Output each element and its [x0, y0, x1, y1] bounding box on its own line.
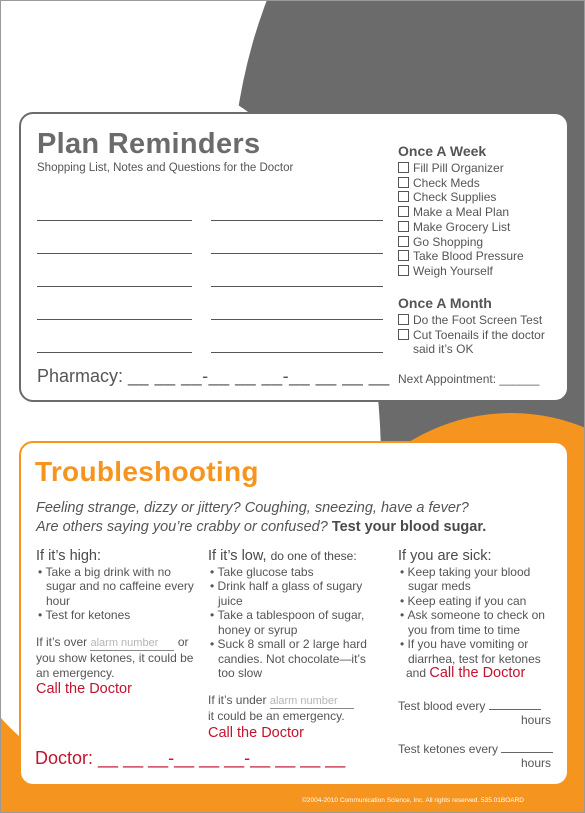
checklist-item[interactable]: Make Grocery List: [398, 220, 563, 235]
write-line[interactable]: [37, 286, 192, 287]
checklist-item[interactable]: Make a Meal Plan: [398, 205, 563, 220]
write-line[interactable]: [211, 220, 383, 221]
test-ketones-field[interactable]: Test ketones every hours: [398, 742, 563, 771]
call-doctor-text: Call the Doctor: [429, 665, 526, 681]
list-item: • Take a big drink with no sugar and no caffeine every hour: [36, 565, 196, 609]
checklist-item[interactable]: Do the Foot Screen Test: [398, 313, 563, 328]
test-blood-field[interactable]: Test blood every hours: [398, 698, 551, 727]
checkbox[interactable]: [398, 314, 409, 325]
alarm-number-field[interactable]: alarm number: [90, 636, 174, 652]
next-appointment-field[interactable]: Next Appointment: ______: [398, 372, 540, 386]
plan-subtitle: Shopping List, Notes and Questions for the Doctor: [37, 162, 294, 174]
troubleshooting-card: [19, 441, 569, 786]
doctor-label: Doctor:: [35, 748, 94, 768]
list-item: • Ask someone to check on you from time to time: [398, 608, 563, 637]
write-line[interactable]: [211, 253, 383, 254]
list-item: • Keep taking your blood sugar meds: [398, 565, 563, 594]
troubleshooting-intro: [36, 499, 556, 537]
once-a-week-section: [398, 143, 563, 279]
list-item: • Test for ketones: [36, 608, 196, 623]
low-heading: If it’s low, do one of these:: [208, 548, 357, 564]
checkbox[interactable]: [398, 265, 409, 276]
sick-column: [398, 549, 563, 771]
high-heading: If it’s high:: [36, 548, 102, 564]
once-a-week-heading: Once A Week: [398, 143, 487, 159]
doctor-blanks: __ __ __-__ __ __-__ __ __ __: [98, 748, 346, 768]
low-column: [208, 549, 383, 740]
write-line[interactable]: [211, 352, 383, 353]
checkbox[interactable]: [398, 221, 409, 232]
list-item: • Take glucose tabs: [208, 565, 383, 580]
write-line[interactable]: [37, 253, 192, 254]
doctor-field[interactable]: [35, 748, 345, 769]
call-doctor-text: Call the Doctor: [208, 724, 304, 741]
alarm-number-field[interactable]: alarm number: [270, 694, 354, 710]
high-column: [36, 549, 196, 697]
once-a-month-heading: Once A Month: [398, 295, 492, 311]
troubleshooting-title: Troubleshooting: [35, 456, 259, 487]
write-line[interactable]: [211, 286, 383, 287]
high-warning: If it’s over alarm number or you show ketones, it could be an emergency.: [36, 634, 194, 680]
checklist-item[interactable]: Cut Toenails if the doctor said it’s OK: [398, 328, 563, 357]
checklist-item[interactable]: Go Shopping: [398, 235, 563, 250]
pharmacy-blanks: __ __ __-__ __ __-__ __ __ __: [128, 366, 390, 386]
checklist-item[interactable]: Check Meds: [398, 176, 563, 191]
low-warning: If it’s under alarm number it could be an emergency.: [208, 693, 383, 724]
write-line[interactable]: [37, 319, 192, 320]
write-line[interactable]: [37, 352, 192, 353]
checkbox[interactable]: [398, 236, 409, 247]
checkbox[interactable]: [398, 177, 409, 188]
checklist-item[interactable]: Check Supplies: [398, 190, 563, 205]
checkbox[interactable]: [398, 250, 409, 261]
checkbox[interactable]: [398, 329, 409, 340]
list-item: • Keep eating if you can: [398, 594, 563, 609]
sick-call-line: and Call the Doctor: [406, 665, 526, 681]
list-item: • Take a tablespoon of sugar, honey or syrup: [208, 608, 383, 637]
write-line[interactable]: [37, 220, 192, 221]
checkbox[interactable]: [398, 191, 409, 202]
list-item: • Suck 8 small or 2 large hard candies. Not chocolate—it’s too slow: [208, 637, 383, 681]
plan-title: Plan Reminders: [37, 128, 261, 160]
checkbox[interactable]: [398, 162, 409, 173]
list-item: • If you have vomiting or diarrhea, test for ketones: [398, 637, 563, 666]
intro-line-1: Feeling strange, dizzy or jittery? Coughing, sneezing, have a fever?: [36, 500, 469, 516]
pharmacy-field[interactable]: [37, 366, 390, 387]
pharmacy-label: Pharmacy:: [37, 366, 124, 386]
sick-heading: If you are sick:: [398, 548, 492, 564]
once-a-month-section: [398, 295, 563, 357]
checklist-item[interactable]: Take Blood Pressure: [398, 249, 563, 264]
intro-line-2: Are others saying you’re crabby or confused?: [36, 519, 328, 535]
copyright-text: ©2004-2010 Communication Science, Inc. All rights reserved. 535.01BOARD: [302, 797, 524, 804]
intro-bold: Test your blood sugar.: [331, 519, 487, 535]
write-line[interactable]: [211, 319, 383, 320]
checkbox[interactable]: [398, 206, 409, 217]
call-doctor-text: Call the Doctor: [36, 681, 132, 697]
shopping-list-lines: [37, 188, 383, 353]
plan-reminders-card: [19, 112, 569, 402]
list-item: • Drink half a glass of sugary juice: [208, 579, 383, 608]
checklist-item[interactable]: Weigh Yourself: [398, 264, 563, 279]
checklist-item[interactable]: Fill Pill Organizer: [398, 161, 563, 176]
